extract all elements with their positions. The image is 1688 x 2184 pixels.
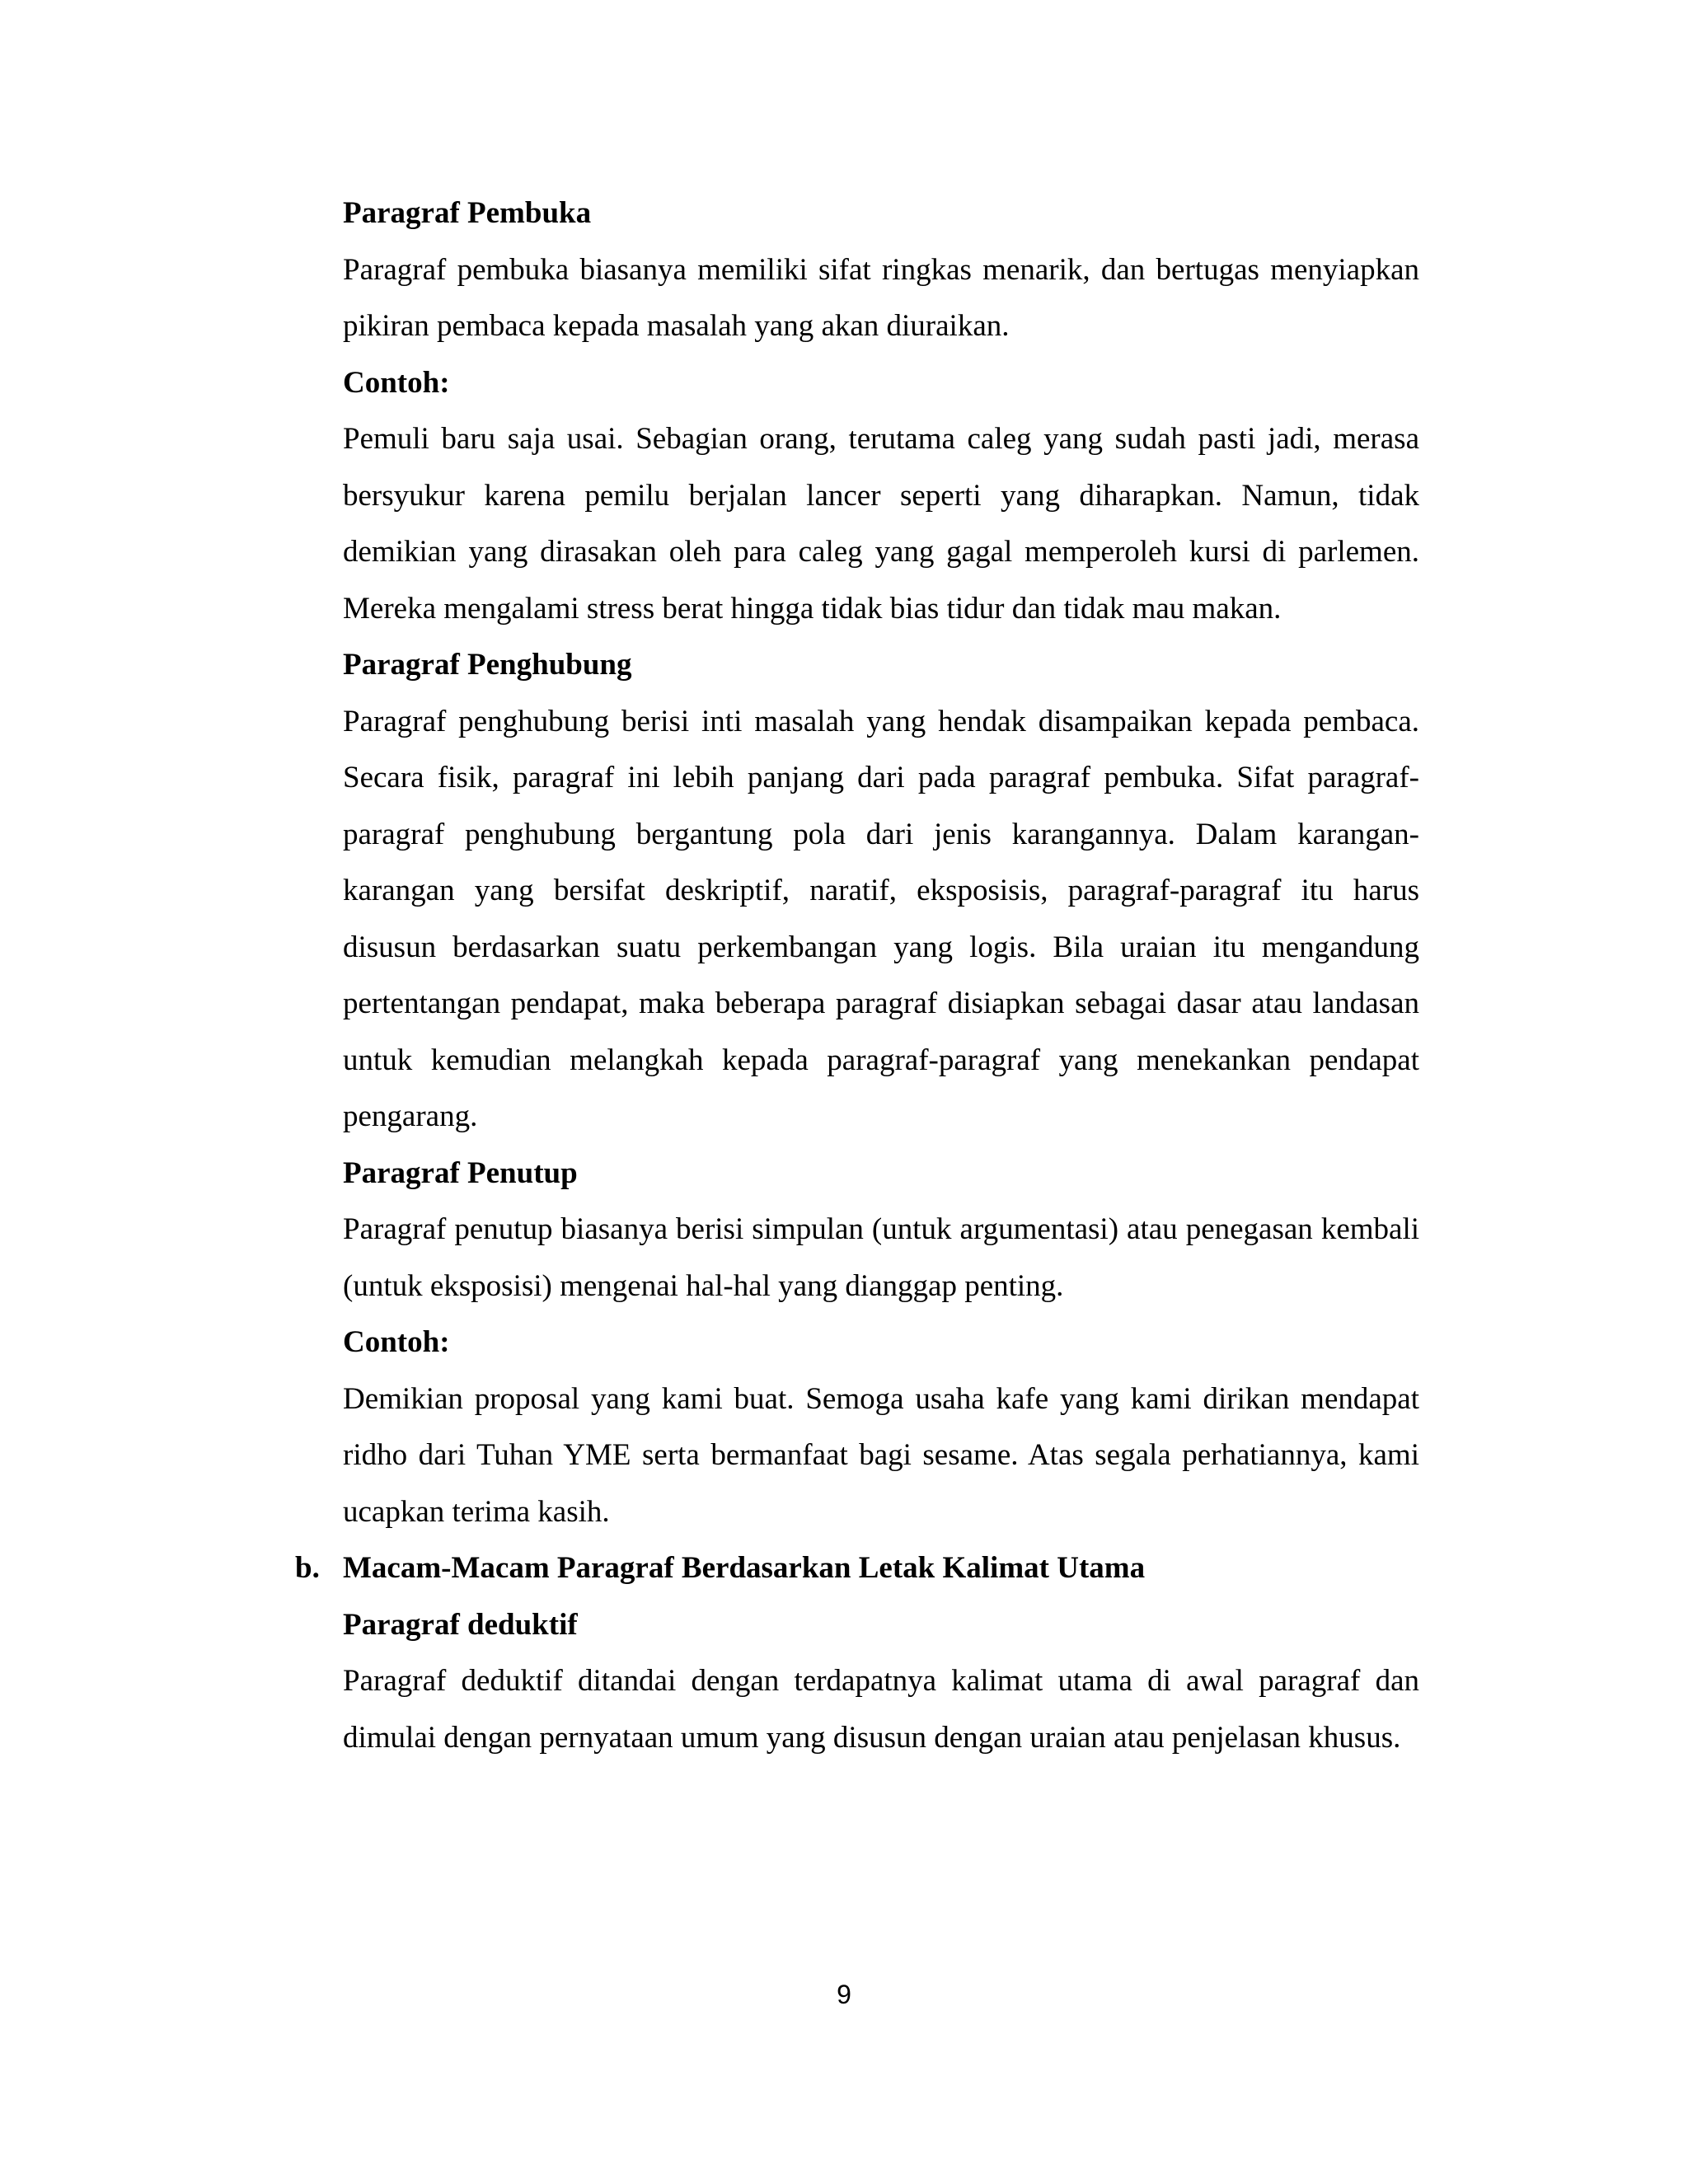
- paragraph-paragraf-pembuka: Paragraf pembuka biasanya memiliki sifat ringkas menarik, dan bertugas menyiapkan pikiran pembaca kepada masalah yang akan diuraikan.: [343, 252, 1419, 343]
- paragraph-paragraf-penutup: Paragraf penutup biasanya berisi simpulan (untuk argumentasi) atau penegasan kembali (untuk eksposisi) mengenai hal-hal yang dianggap penting.: [343, 1212, 1419, 1303]
- heading-paragraf-penghubung: Paragraf Penghubung: [343, 648, 632, 682]
- section-marker: b.: [295, 1551, 320, 1585]
- paragraph-paragraf-penghubung: Paragraf penghubung berisi inti masalah yang hendak disampaikan kepada pembaca. Secara fisik, paragraf ini lebih panjang dari pada paragraf pembuka. Sifat paragraf-paragraf penghubung bergantung pola dari jenis karangannya. Dalam karangan-karangan yang bersifat deskriptif, naratif, eksposisis, paragraf-paragraf itu harus disusun berdasarkan suatu perkembangan yang logis. Bila uraian itu mengandung pertentangan pendapat, maka beberapa paragraf disiapkan sebagai dasar atau landasan untuk kemudian melangkah kepada paragraf-paragraf yang menekankan pendapat pengarang.: [343, 704, 1419, 1133]
- page-content: [295, 185, 1419, 1766]
- paragraph-paragraf-deduktif: Paragraf deduktif ditandai dengan terdapatnya kalimat utama di awal paragraf dan dimulai dengan pernyataan umum yang disusun dengan uraian atau penjelasan khusus.: [343, 1664, 1419, 1755]
- paragraph-contoh-penutup: Demikian proposal yang kami buat. Semoga usaha kafe yang kami dirikan mendapat ridho dari Tuhan YME serta bermanfaat bagi sesame. Atas segala perhatiannya, kami ucapkan terima kasih.: [343, 1381, 1419, 1529]
- section-title: Macam-Macam Paragraf Berdasarkan Letak Kalimat Utama: [343, 1551, 1146, 1585]
- heading-contoh-pembuka: Contoh:: [343, 365, 450, 400]
- heading-paragraf-deduktif: Paragraf deduktif: [343, 1607, 578, 1642]
- paragraph-contoh-pembuka: Pemuli baru saja usai. Sebagian orang, terutama caleg yang sudah pasti jadi, merasa bersyukur karena pemilu berjalan lancer seperti yang diharapkan. Namun, tidak demikian yang dirasakan oleh para caleg yang gagal memperoleh kursi di parlemen. Mereka mengalami stress berat hingga tidak bias tidur dan tidak mau makan.: [343, 422, 1419, 626]
- heading-paragraf-penutup: Paragraf Penutup: [343, 1155, 578, 1190]
- section-heading: [295, 1540, 1419, 1597]
- page-number: 9: [837, 1980, 851, 2009]
- heading-contoh-penutup: Contoh:: [343, 1325, 450, 1359]
- heading-paragraf-pembuka: Paragraf Pembuka: [343, 196, 592, 230]
